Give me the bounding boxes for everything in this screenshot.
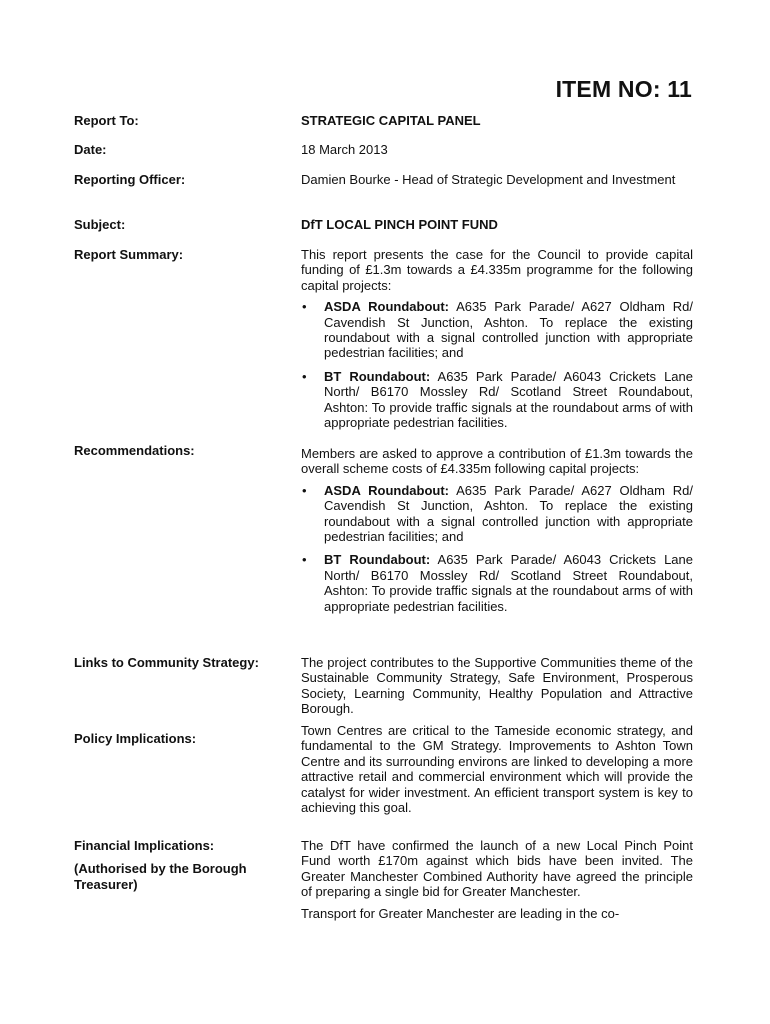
community-strategy-label: Links to Community Strategy: xyxy=(74,655,259,670)
financial-paragraph-1: The DfT have confirmed the launch of a new Local Pinch Point Fund worth £170m against which bids have been invited. The Greater Manchester Combined Authority have agreed the principle of preparing a single bid for Greater Manchester. xyxy=(301,838,693,900)
report-summary-value xyxy=(301,247,693,438)
list-item xyxy=(301,369,693,431)
financial-value xyxy=(301,838,693,927)
item-number: ITEM NO: 11 xyxy=(555,76,692,102)
bullet-title: ASDA Roundabout: xyxy=(324,299,449,315)
policy-value: Town Centres are critical to the Tameside economic strategy, and fundamental to the GM Strategy. Improvements to Ashton Town Centre and its surrounding environs are linked to developing a more attractive retail and commercial environment which will provide the catalyst for wider investment. An efficient transport system is key to achieving this goal. xyxy=(301,723,693,816)
bullet-title: BT Roundabout: xyxy=(324,552,431,568)
report-to-value: STRATEGIC CAPITAL PANEL xyxy=(301,113,481,128)
bullet-icon: • xyxy=(302,368,307,384)
recommendations-bullets xyxy=(301,483,693,614)
bullet-title: BT Roundabout: xyxy=(324,368,431,384)
financial-authorised-label: (Authorised by the Borough Treasurer) xyxy=(74,861,247,892)
list-item xyxy=(301,552,693,614)
date-value: 18 March 2013 xyxy=(301,142,388,157)
financial-paragraph-2: Transport for Greater Manchester are leading in the co- xyxy=(301,905,620,921)
list-item xyxy=(301,483,693,545)
bullet-icon: • xyxy=(302,552,307,568)
bullet-icon: • xyxy=(302,299,307,315)
date-label: Date: xyxy=(74,142,107,157)
financial-label: Financial Implications: xyxy=(74,838,215,853)
bullet-icon: • xyxy=(302,482,307,498)
community-strategy-value: The project contributes to the Supportive Communities theme of the Sustainable Community Strategy, Safe Environment, Prosperous Society, Learning Community, Healthy Population and Attractive Borough. xyxy=(301,655,693,717)
recommendations-intro: Members are asked to approve a contribution of £1.3m towards the overall scheme costs of £4.335m following capital projects: xyxy=(301,446,693,477)
report-to-label: Report To: xyxy=(74,113,139,128)
list-item xyxy=(301,299,693,361)
bullet-title: ASDA Roundabout: xyxy=(324,482,449,498)
subject-label: Subject: xyxy=(74,217,126,232)
bullet-text: A635 Park Parade/ A6043 Crickets Lane North/ B6170 Mossley Rd/ Scotland Street Roundabout, Ashton: To provide traffic signals at the roundabout arms of with appropriate pedestrian facilities. xyxy=(324,368,693,431)
bullet-text: A635 Park Parade/ A6043 Crickets Lane North/ B6170 Mossley Rd/ Scotland Street Roundabout, Ashton: To provide traffic signals at the roundabout arms of with appropriate pedestrian facilities. xyxy=(324,552,693,614)
subject-value: DfT LOCAL PINCH POINT FUND xyxy=(301,217,498,232)
financial-label-block xyxy=(74,838,289,892)
bullet-text: A635 Park Parade/ A627 Oldham Rd/ Cavendish St Junction, Ashton. To replace the existing roundabout with a signal controlled junction with appropriate pedestrian facilities; and xyxy=(324,299,693,361)
recommendations-value xyxy=(301,446,693,622)
bullet-text: A635 Park Parade/ A627 Oldham Rd/ Cavendish St Junction, Ashton. To replace the existing roundabout with a signal controlled junction with appropriate pedestrian facilities; and xyxy=(324,482,693,545)
report-summary-bullets xyxy=(301,299,693,430)
report-summary-label: Report Summary: xyxy=(74,247,184,262)
report-summary-intro: This report presents the case for the Council to provide capital funding of £1.3m towards a £4.335m programme for the following capital projects: xyxy=(301,247,693,293)
recommendations-label: Recommendations: xyxy=(74,443,195,458)
reporting-officer-label: Reporting Officer: xyxy=(74,172,186,187)
reporting-officer-value: Damien Bourke - Head of Strategic Development and Investment xyxy=(301,172,676,187)
policy-label: Policy Implications: xyxy=(74,731,197,746)
